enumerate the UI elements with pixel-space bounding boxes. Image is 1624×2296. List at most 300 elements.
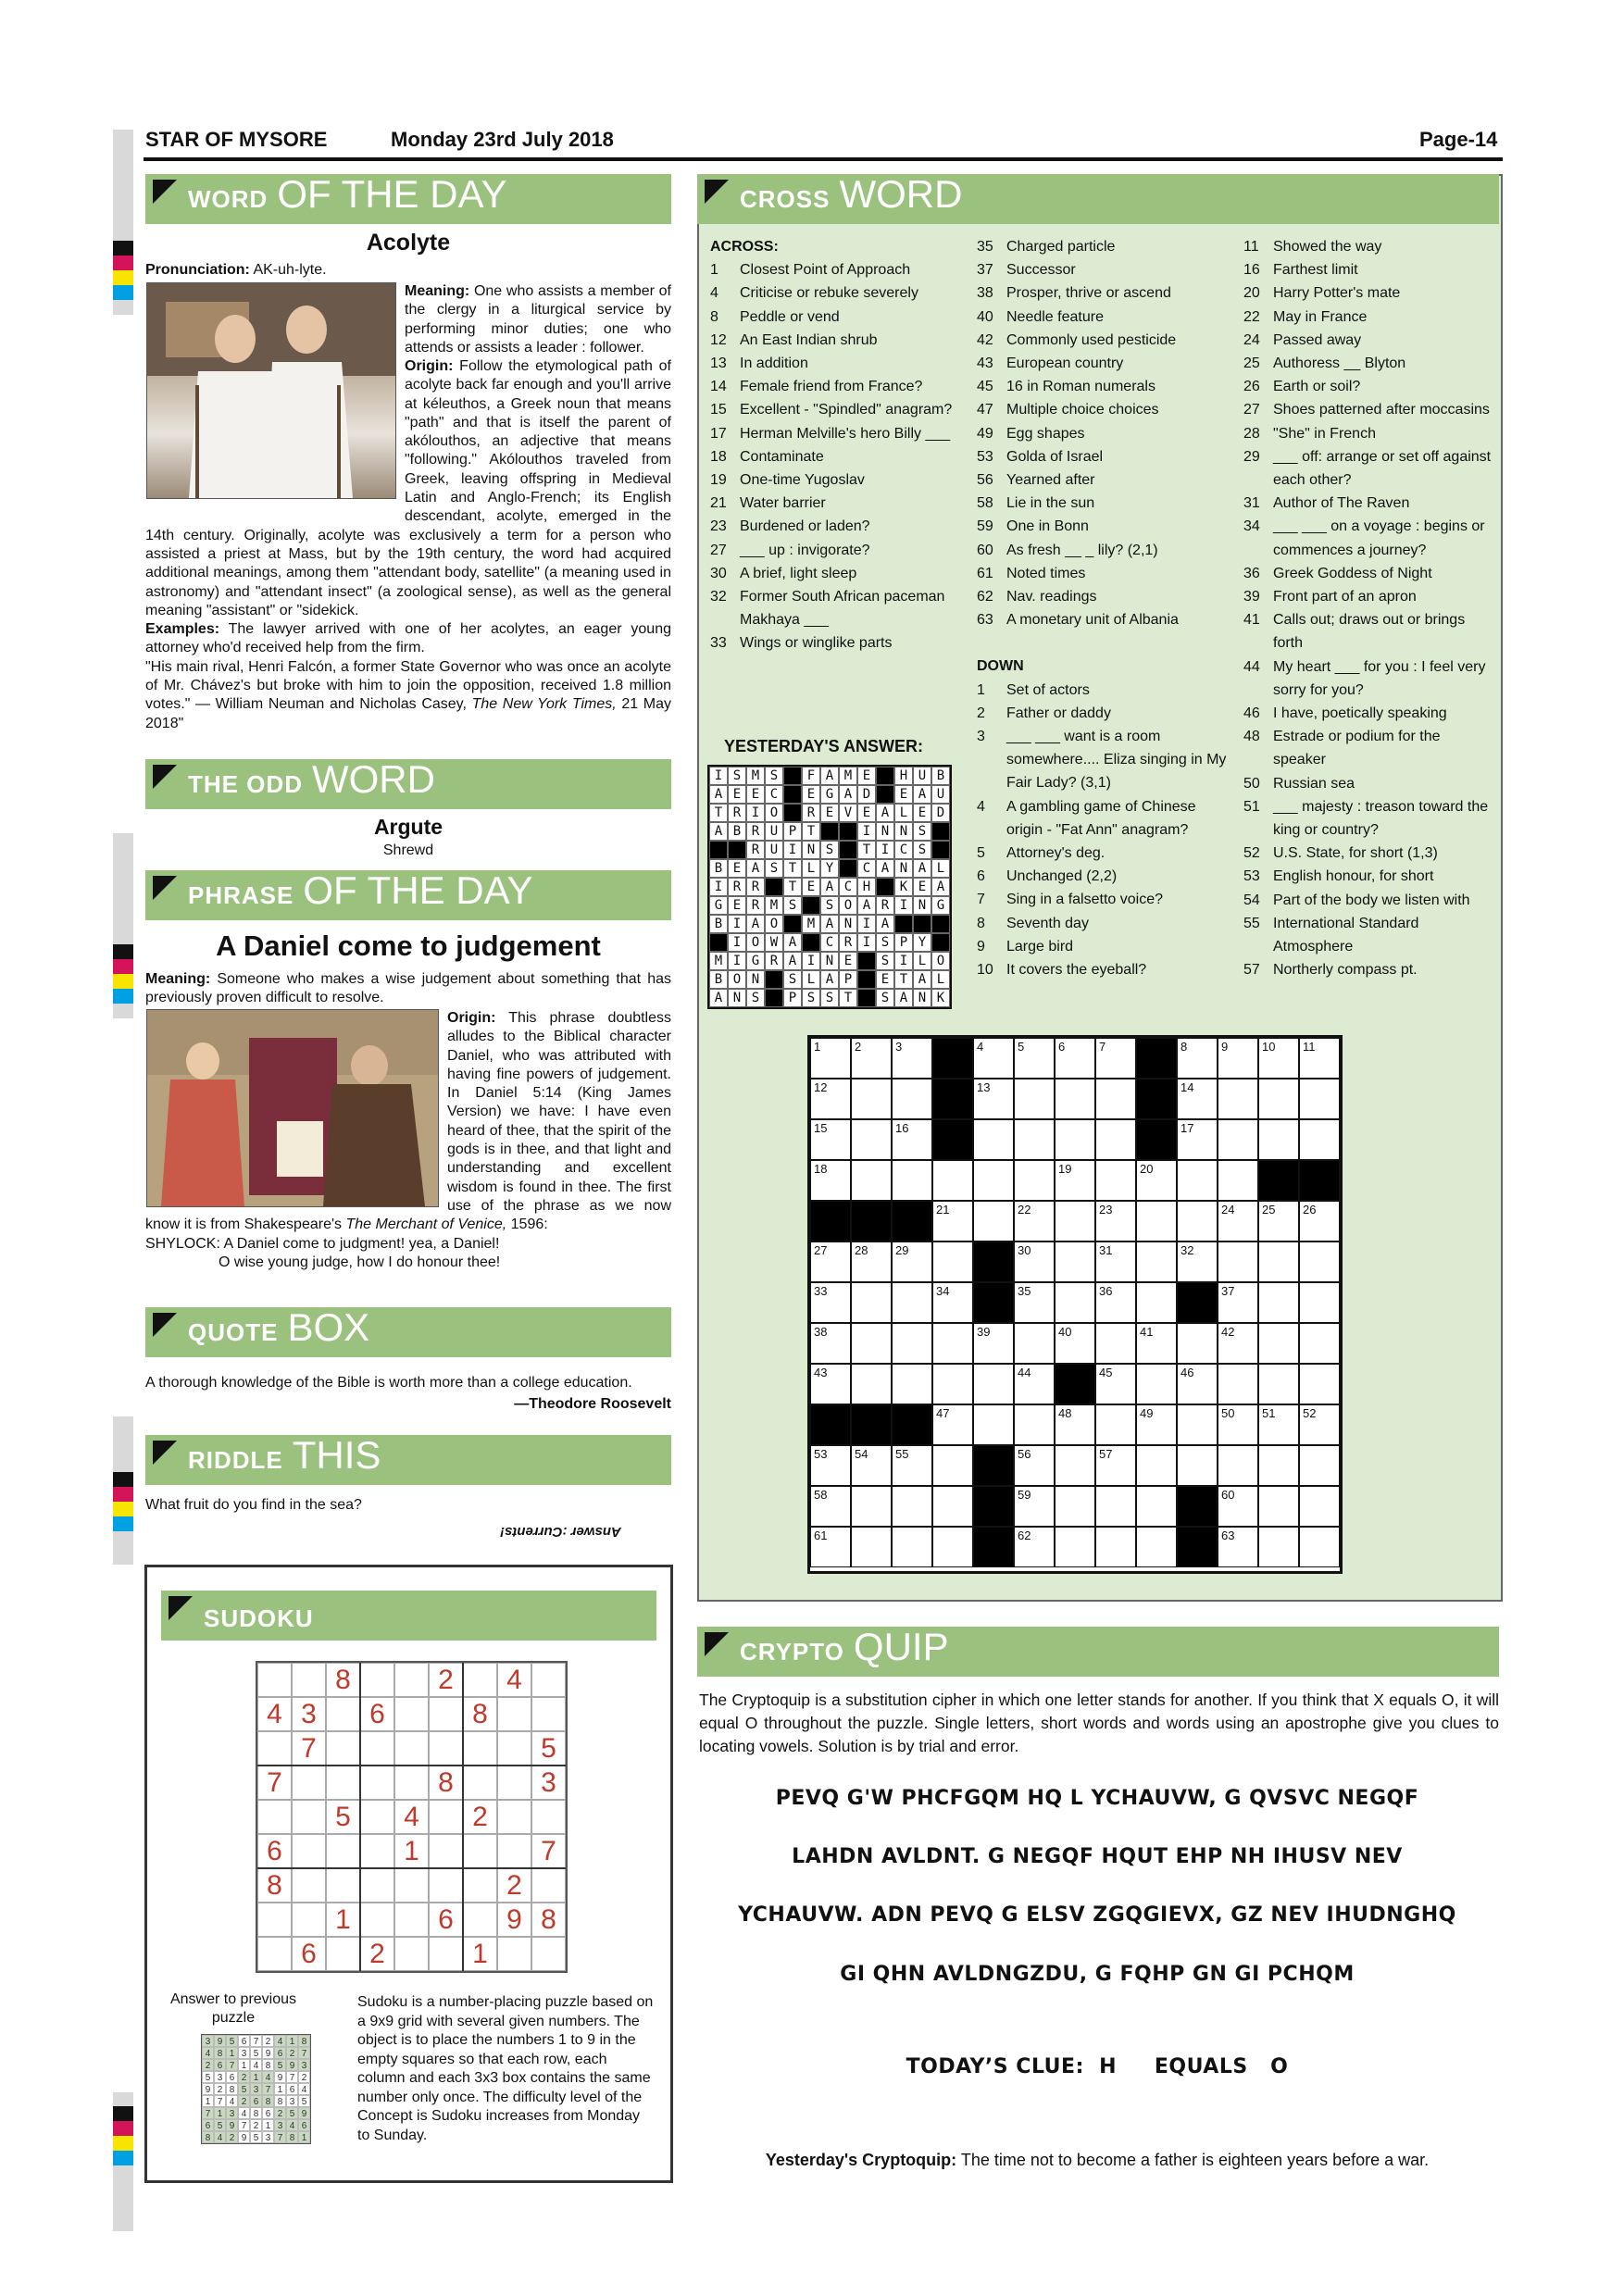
crossword-cell[interactable] (973, 1038, 1014, 1079)
sudoku-cell[interactable] (326, 1766, 360, 1800)
sudoku-cell[interactable]: 8 (531, 1903, 566, 1937)
crossword-cell[interactable] (892, 1527, 932, 1567)
crossword-cell[interactable] (892, 1038, 932, 1079)
crossword-cell[interactable] (851, 1160, 892, 1201)
crossword-cell[interactable] (1095, 1364, 1136, 1404)
crossword-cell[interactable] (1136, 1404, 1177, 1445)
sudoku-cell[interactable] (429, 1731, 463, 1766)
crossword-cell[interactable] (932, 1364, 973, 1404)
crossword-cell[interactable] (1218, 1404, 1258, 1445)
crossword-cell[interactable] (851, 1486, 892, 1527)
meaning-label: Meaning: (405, 283, 470, 299)
sudoku-cell[interactable] (360, 1663, 394, 1697)
sudoku-cell[interactable]: 3 (292, 1697, 326, 1731)
crossword-cell[interactable] (1299, 1038, 1340, 1079)
crossword-cell[interactable] (810, 1038, 851, 1079)
cell-number: 19 (1058, 1162, 1072, 1176)
crossword-cell[interactable] (851, 1119, 892, 1160)
sudoku-cell[interactable] (463, 1834, 497, 1868)
clue-number: 46 (1243, 705, 1260, 722)
crossword-cell[interactable] (1299, 1282, 1340, 1323)
answer-cell: R (746, 841, 765, 859)
crossword-cell[interactable] (1136, 1486, 1177, 1527)
answer-cell: U (765, 822, 783, 841)
crossword-cell[interactable] (1299, 1486, 1340, 1527)
sudoku-cell[interactable] (257, 1731, 292, 1766)
crossword-cell[interactable] (851, 1364, 892, 1404)
crossword-cell[interactable] (1055, 1323, 1095, 1364)
crossword-cell[interactable] (973, 1119, 1014, 1160)
crossword-cell[interactable] (1218, 1323, 1258, 1364)
crossword-cell[interactable] (1055, 1282, 1095, 1323)
sudoku-cell[interactable] (326, 1834, 360, 1868)
clue-number: 43 (977, 356, 993, 372)
prev-sudoku-cell: 9 (286, 2059, 298, 2071)
clue-item (1243, 445, 1493, 492)
crossword-cell[interactable] (1258, 1364, 1299, 1404)
crossword-cell[interactable] (1299, 1201, 1340, 1242)
sudoku-cell[interactable] (326, 1731, 360, 1766)
clue-number: 4 (977, 798, 985, 815)
sudoku-cell[interactable]: 3 (531, 1766, 566, 1800)
sudoku-cell[interactable] (360, 1766, 394, 1800)
answer-cell: A (913, 970, 931, 989)
crossword-cell[interactable] (1218, 1282, 1258, 1323)
crossword-cell[interactable] (1095, 1242, 1136, 1282)
sudoku-cell[interactable]: 8 (326, 1663, 360, 1697)
crossword-cell[interactable] (1177, 1160, 1218, 1201)
sudoku-cell[interactable] (292, 1663, 326, 1697)
sudoku-cell[interactable] (394, 1731, 429, 1766)
crossword-cell[interactable] (1095, 1527, 1136, 1567)
answer-cell: A (709, 822, 728, 841)
crossword-cell[interactable] (1014, 1364, 1055, 1404)
crossword-cell[interactable] (1218, 1160, 1258, 1201)
registration-colors (113, 2106, 133, 2165)
sudoku-cell[interactable]: 1 (326, 1903, 360, 1937)
meaning-block (405, 282, 671, 357)
sudoku-description: Sudoku is a number-placing puzzle based on a 9x9 grid with several given numbers. The object is to place the numbers 1 to 9 in the empty squares so that each row, each column and each 3x3 box contains the same number only once. The difficulty level of the Concept is Sudoku increases from Monday to Sunday. (357, 1994, 654, 2143)
crossword-cell[interactable] (973, 1404, 1014, 1445)
prev-sudoku-cell: 7 (262, 2083, 274, 2095)
crossword-cell[interactable] (932, 1404, 973, 1445)
clue-item (977, 562, 1236, 585)
crossword-cell[interactable] (892, 1445, 932, 1486)
sudoku-cell[interactable] (394, 1903, 429, 1937)
crossword-cell[interactable] (810, 1323, 851, 1364)
sudoku-cell[interactable]: 8 (429, 1766, 463, 1800)
crossword-cell[interactable] (1218, 1486, 1258, 1527)
answer-cell: U (765, 841, 783, 859)
crossword-cell[interactable] (1095, 1323, 1136, 1364)
crossword-cell[interactable] (932, 1242, 973, 1282)
crossword-cell[interactable] (851, 1242, 892, 1282)
crossword-cell[interactable] (810, 1119, 851, 1160)
prev-sudoku-cell: 7 (298, 2047, 310, 2059)
crossword-cell[interactable] (810, 1486, 851, 1527)
crossword-cell[interactable] (1136, 1242, 1177, 1282)
sudoku-cell[interactable] (326, 1937, 360, 1971)
crossword-cell[interactable] (1055, 1038, 1095, 1079)
clue-text: Part of the body we listen with (1273, 892, 1470, 908)
sudoku-cell[interactable]: 7 (257, 1766, 292, 1800)
crossword-cell[interactable] (1014, 1119, 1055, 1160)
crossword-cell[interactable] (1258, 1527, 1299, 1567)
crossword-cell[interactable] (810, 1079, 851, 1119)
sudoku-cell[interactable]: 4 (257, 1697, 292, 1731)
crossword-cell[interactable] (973, 1201, 1014, 1242)
sudoku-cell[interactable] (360, 1731, 394, 1766)
crossword-cell[interactable] (892, 1079, 932, 1119)
prev-sudoku-cell: 2 (226, 2131, 238, 2143)
clue-item (977, 702, 1236, 725)
sudoku-cell[interactable] (257, 1663, 292, 1697)
sudoku-cell[interactable]: 7 (292, 1731, 326, 1766)
phrase-year: 1596: (510, 1217, 548, 1233)
crossword-cell[interactable] (1014, 1486, 1055, 1527)
sudoku-cell[interactable] (497, 1731, 531, 1766)
sudoku-cell[interactable]: 1 (394, 1834, 429, 1868)
crossword-cell[interactable] (1014, 1527, 1055, 1567)
sudoku-cell[interactable] (463, 1731, 497, 1766)
crossword-cell[interactable] (810, 1445, 851, 1486)
prev-sudoku-cell: 2 (250, 2119, 262, 2131)
clue-number: 31 (1243, 495, 1260, 512)
crossword-cell[interactable] (932, 1282, 973, 1323)
sudoku-cell[interactable] (394, 1697, 429, 1731)
crossword-cell[interactable] (1299, 1364, 1340, 1404)
prev-sudoku-cell: 7 (274, 2131, 286, 2143)
crossword-cell[interactable] (1014, 1404, 1055, 1445)
crossword-cell[interactable] (1055, 1527, 1095, 1567)
answer-cell: A (857, 896, 876, 915)
sudoku-cell[interactable] (394, 1868, 429, 1903)
crossword-cell[interactable] (851, 1038, 892, 1079)
sudoku-cell[interactable]: 5 (531, 1731, 566, 1766)
crossword-cell[interactable] (1136, 1160, 1177, 1201)
crossword-cell[interactable] (892, 1160, 932, 1201)
answer-block (709, 933, 728, 952)
crossword-cell[interactable] (1218, 1242, 1258, 1282)
quote-banner (145, 1307, 671, 1357)
clue-item (977, 329, 1236, 352)
crossword-cell[interactable] (932, 1201, 973, 1242)
crossword-cell[interactable] (851, 1282, 892, 1323)
sudoku-cell[interactable] (326, 1697, 360, 1731)
clue-item (1243, 306, 1493, 329)
answer-cell: S (783, 896, 802, 915)
crossword-cell[interactable] (1258, 1079, 1299, 1119)
crossword-cell[interactable] (1014, 1282, 1055, 1323)
crossword-cell[interactable] (1258, 1038, 1299, 1079)
crossword-cell[interactable] (1136, 1201, 1177, 1242)
sudoku-cell[interactable] (463, 1868, 497, 1903)
crossword-cell[interactable] (1095, 1038, 1136, 1079)
crossword-cell[interactable] (1055, 1445, 1095, 1486)
sudoku-cell[interactable]: 7 (531, 1834, 566, 1868)
sudoku-cell[interactable]: 2 (463, 1800, 497, 1834)
crossword-cell[interactable] (1218, 1364, 1258, 1404)
crossword-cell[interactable] (1136, 1445, 1177, 1486)
sudoku-cell[interactable]: 6 (257, 1834, 292, 1868)
sudoku-cell[interactable]: 9 (497, 1903, 531, 1937)
clue-text: Russian sea (1273, 775, 1355, 792)
sudoku-cell[interactable] (429, 1800, 463, 1834)
clue-text: ___ ___ on a voyage : begins or commences a journey? (1273, 518, 1485, 558)
crossword-cell[interactable] (1055, 1160, 1095, 1201)
crossword-cell[interactable] (1218, 1201, 1258, 1242)
clue-text: Closest Point of Approach (740, 262, 911, 279)
crossword-cell[interactable] (810, 1282, 851, 1323)
crossword-cell[interactable] (1177, 1364, 1218, 1404)
sudoku-cell[interactable] (292, 1800, 326, 1834)
sudoku-cell[interactable] (360, 1800, 394, 1834)
clue-number: 7 (977, 892, 985, 908)
answer-cell: R (839, 933, 857, 952)
crossword-cell[interactable] (1014, 1445, 1055, 1486)
crossword-cell[interactable] (892, 1242, 932, 1282)
crossword-cell[interactable] (1299, 1404, 1340, 1445)
prev-sudoku-cell: 6 (274, 2047, 286, 2059)
crossword-cell[interactable] (932, 1486, 973, 1527)
prev-sudoku-cell: 8 (214, 2047, 226, 2059)
crossword-cell[interactable] (1177, 1323, 1218, 1364)
crossword-cell[interactable] (1299, 1079, 1340, 1119)
crossword-cell[interactable] (1177, 1079, 1218, 1119)
crossword-cell[interactable] (1055, 1119, 1095, 1160)
crossword-cell[interactable] (1177, 1242, 1218, 1282)
down-clues (1243, 235, 1493, 982)
answer-cell: G (931, 896, 950, 915)
sudoku-cell[interactable]: 4 (394, 1800, 429, 1834)
cell-number: 23 (1099, 1203, 1113, 1217)
crossword-cell[interactable] (1136, 1323, 1177, 1364)
crossword-cell[interactable] (851, 1323, 892, 1364)
sudoku-cell[interactable] (497, 1834, 531, 1868)
sudoku-cell[interactable] (531, 1663, 566, 1697)
crossword-cell[interactable] (1095, 1079, 1136, 1119)
answer-cell: O (728, 970, 746, 989)
sudoku-cell[interactable] (429, 1834, 463, 1868)
banner-small-text: PHRASE (188, 881, 294, 909)
origin-label: Origin: (405, 358, 454, 374)
sudoku-cell[interactable]: 6 (429, 1903, 463, 1937)
answer-cell: E (894, 785, 913, 804)
sudoku-cell[interactable]: 6 (292, 1937, 326, 1971)
answer-cell: S (783, 970, 802, 989)
clue-item (710, 422, 960, 445)
sudoku-cell[interactable] (257, 1800, 292, 1834)
crossword-cell[interactable] (1299, 1242, 1340, 1282)
crossword-cell[interactable] (1258, 1119, 1299, 1160)
sudoku-cell[interactable]: 2 (360, 1937, 394, 1971)
crossword-cell[interactable] (1218, 1038, 1258, 1079)
crossword-cell[interactable] (892, 1323, 932, 1364)
crossword-cell[interactable] (932, 1527, 973, 1567)
sudoku-cell[interactable] (292, 1834, 326, 1868)
crossword-cell[interactable] (1177, 1038, 1218, 1079)
sudoku-cell[interactable] (257, 1937, 292, 1971)
clue-item (977, 445, 1236, 468)
crossword-cell[interactable] (1095, 1486, 1136, 1527)
crossword-cell[interactable] (851, 1527, 892, 1567)
sudoku-cell[interactable]: 8 (257, 1868, 292, 1903)
crossword-cell[interactable] (1055, 1404, 1095, 1445)
cell-number: 27 (814, 1243, 828, 1257)
sudoku-cell[interactable] (257, 1903, 292, 1937)
crossword-cell[interactable] (1095, 1445, 1136, 1486)
crossword-cell[interactable] (1095, 1119, 1136, 1160)
crossword-cell[interactable] (1095, 1404, 1136, 1445)
crossword-cell[interactable] (973, 1160, 1014, 1201)
answer-cell: R (746, 896, 765, 915)
sudoku-cell[interactable] (531, 1800, 566, 1834)
crossword-cell[interactable] (851, 1445, 892, 1486)
crossword-cell[interactable] (932, 1160, 973, 1201)
sudoku-cell[interactable] (429, 1868, 463, 1903)
clue-text: In addition (740, 356, 808, 372)
prev-sudoku-cell: 7 (238, 2119, 250, 2131)
sudoku-cell[interactable] (429, 1937, 463, 1971)
crossword-cell[interactable] (1258, 1486, 1299, 1527)
sudoku-cell[interactable] (497, 1766, 531, 1800)
crossword-cell[interactable] (1014, 1038, 1055, 1079)
clue-number: 24 (1243, 331, 1260, 348)
clue-item (1243, 235, 1493, 258)
sudoku-cell[interactable] (497, 1800, 531, 1834)
crossword-cell[interactable] (1014, 1323, 1055, 1364)
sudoku-cell[interactable] (394, 1766, 429, 1800)
crossword-cell[interactable] (1258, 1404, 1299, 1445)
sudoku-cell[interactable] (531, 1697, 566, 1731)
crossword-cell[interactable] (1258, 1282, 1299, 1323)
cell-number: 24 (1221, 1203, 1235, 1217)
answer-cell: N (728, 989, 746, 1007)
crossword-cell[interactable] (1095, 1160, 1136, 1201)
crossword-cell[interactable] (810, 1242, 851, 1282)
crossword-cell[interactable] (810, 1364, 851, 1404)
clue-text: Greek Goddess of Night (1273, 565, 1432, 581)
crossword-cell[interactable] (1258, 1323, 1299, 1364)
crossword-cell[interactable] (810, 1527, 851, 1567)
sudoku-cell[interactable] (497, 1697, 531, 1731)
clue-item (1243, 608, 1493, 655)
answer-cell: C (857, 859, 876, 878)
sudoku-cell[interactable] (463, 1663, 497, 1697)
sudoku-cell[interactable] (497, 1937, 531, 1971)
sudoku-cell[interactable] (326, 1868, 360, 1903)
crossword-cell[interactable] (1177, 1201, 1218, 1242)
clue-text: Sing in a falsetto voice? (1006, 892, 1163, 908)
crossword-cell[interactable] (1299, 1527, 1340, 1567)
sudoku-cell[interactable]: 1 (463, 1937, 497, 1971)
sudoku-cell[interactable] (531, 1937, 566, 1971)
banner-big-text: THIS (292, 1435, 381, 1477)
crossword-cell[interactable] (1055, 1079, 1095, 1119)
crossword-cell[interactable] (1177, 1404, 1218, 1445)
cryptoquip-intro: The Cryptoquip is a substitution cipher in which one letter stands for another. If you think that X equals O, it will equal O throughout the puzzle. Single letters, short words and words using an apostrophe give you clues to locating vowels. Solution is by trial and error. (699, 1691, 1499, 1755)
crossword-cell[interactable] (892, 1282, 932, 1323)
sudoku-cell[interactable] (394, 1663, 429, 1697)
sudoku-cell[interactable] (292, 1903, 326, 1937)
sudoku-cell[interactable]: 5 (326, 1800, 360, 1834)
crossword-cell[interactable] (1258, 1242, 1299, 1282)
clue-text: Commonly used pesticide (1006, 331, 1177, 348)
crossword-cell[interactable] (851, 1079, 892, 1119)
crossword-cell[interactable] (973, 1323, 1014, 1364)
crossword-cell[interactable] (1055, 1242, 1095, 1282)
sudoku-cell[interactable] (292, 1766, 326, 1800)
cell-number: 11 (1303, 1040, 1316, 1054)
crossword-cell[interactable] (1299, 1119, 1340, 1160)
sudoku-cell[interactable]: 2 (497, 1868, 531, 1903)
crossword-cell[interactable] (1014, 1201, 1055, 1242)
crossword-cell[interactable] (1014, 1242, 1055, 1282)
answer-cell: D (931, 804, 950, 822)
clue-number: 19 (710, 472, 727, 489)
sudoku-cell[interactable] (360, 1868, 394, 1903)
crossword-cell[interactable] (973, 1079, 1014, 1119)
crossword-cell[interactable] (1299, 1323, 1340, 1364)
crossword-cell[interactable] (1095, 1282, 1136, 1323)
sudoku-cell[interactable] (360, 1834, 394, 1868)
crossword-cell[interactable] (1136, 1364, 1177, 1404)
crossword-cell[interactable] (1095, 1201, 1136, 1242)
crossword-cell[interactable] (810, 1160, 851, 1201)
answer-cell: L (894, 804, 913, 822)
crossword-cell[interactable] (932, 1445, 973, 1486)
crossword-cell[interactable] (892, 1119, 932, 1160)
crossword-cell[interactable] (1218, 1445, 1258, 1486)
sudoku-cell[interactable]: 4 (497, 1663, 531, 1697)
sudoku-cell[interactable]: 6 (360, 1697, 394, 1731)
crossword-cell[interactable] (892, 1486, 932, 1527)
sudoku-cell[interactable] (463, 1766, 497, 1800)
crossword-cell[interactable] (892, 1364, 932, 1404)
crossword-cell[interactable] (1014, 1079, 1055, 1119)
crossword-cell[interactable] (1014, 1160, 1055, 1201)
crossword-cell[interactable] (1055, 1201, 1095, 1242)
crossword-cell[interactable] (1136, 1282, 1177, 1323)
crossword-cell[interactable] (932, 1323, 973, 1364)
crossword-cell[interactable] (1258, 1201, 1299, 1242)
crossword-cell[interactable] (973, 1364, 1014, 1404)
crossword-cell[interactable] (1299, 1445, 1340, 1486)
cell-number: 43 (814, 1366, 828, 1379)
crossword-cell[interactable] (1055, 1486, 1095, 1527)
answer-cell: F (802, 767, 820, 785)
answer-cell: N (820, 952, 839, 970)
crossword-cell[interactable] (1218, 1079, 1258, 1119)
clue-number: 53 (977, 448, 993, 465)
crossword-cell[interactable] (1258, 1445, 1299, 1486)
crossword-cell[interactable] (1218, 1119, 1258, 1160)
clue-number: 42 (977, 331, 993, 348)
sudoku-cell[interactable]: 2 (429, 1663, 463, 1697)
sudoku-cell[interactable] (463, 1903, 497, 1937)
sudoku-cell[interactable] (531, 1868, 566, 1903)
sudoku-cell[interactable] (292, 1868, 326, 1903)
crossword-cell[interactable] (1177, 1445, 1218, 1486)
crossword-cell[interactable] (1218, 1527, 1258, 1567)
prev-sudoku-cell: 3 (262, 2131, 274, 2143)
crossword-cell[interactable] (1136, 1527, 1177, 1567)
sudoku-cell[interactable] (429, 1697, 463, 1731)
crossword-cell[interactable] (1177, 1119, 1218, 1160)
sudoku-cell[interactable]: 8 (463, 1697, 497, 1731)
sudoku-cell[interactable] (360, 1903, 394, 1937)
sudoku-cell[interactable] (394, 1937, 429, 1971)
